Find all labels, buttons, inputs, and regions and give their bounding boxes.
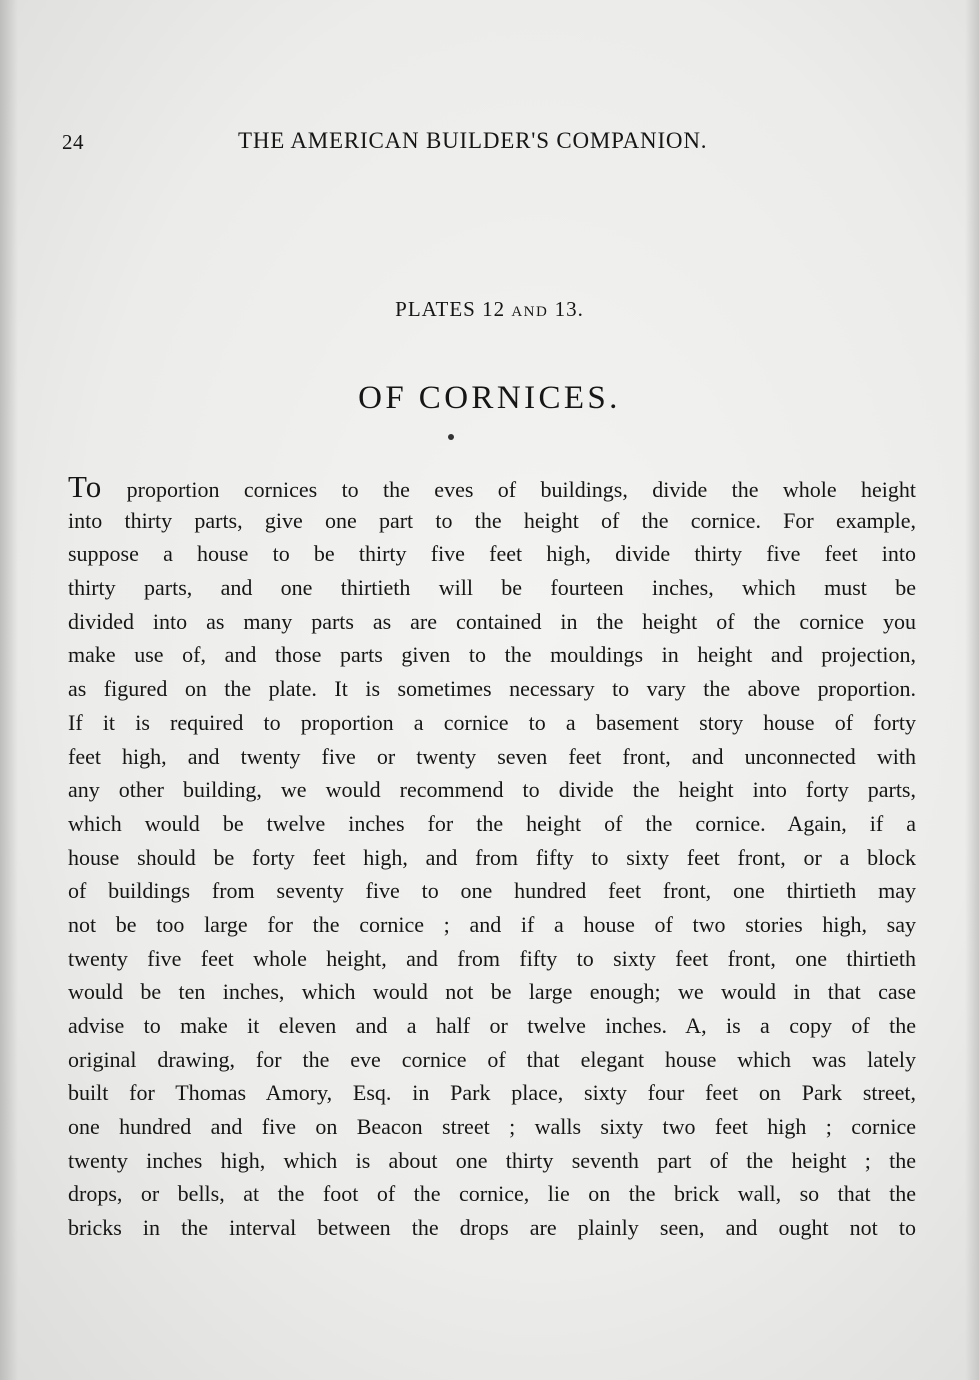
running-title: THE AMERICAN BUILDER'S COMPANION. — [238, 128, 708, 153]
body-line: original drawing, for the eve cornice of that elegant house which was lately — [68, 1046, 916, 1072]
body-line: twenty inches high, which is about one thirty seventh part of the height ; the — [68, 1147, 916, 1173]
body-line: feet high, and twenty five or twenty seven feet front, and unconnected with — [68, 743, 916, 769]
right-page-shadow — [965, 0, 979, 1380]
body-text — [68, 470, 916, 1245]
body-line: twenty five feet whole height, and from fifty to sixty feet front, one thirtieth — [68, 945, 916, 971]
body-line: into thirty parts, give one part to the height of the cornice. For example, — [68, 507, 916, 533]
body-line: drops, or bells, at the foot of the cornice, lie on the brick wall, so that the — [68, 1181, 916, 1207]
body-line: of buildings from seventy five to one hundred feet front, one thirtieth may — [68, 878, 916, 904]
body-line: any other building, we would recommend to divide the height into forty parts, — [68, 777, 916, 803]
body-line: bricks in the interval between the drops are plainly seen, and ought not to — [68, 1215, 916, 1241]
plates-heading-and: AND — [511, 304, 549, 320]
body-line: as figured on the plate. It is sometimes necessary to vary the above proportion. — [68, 676, 916, 702]
first-line-text: proportion cornices to the eves of buildings, divide the whole height — [102, 477, 916, 502]
body-line: divided into as many parts as are contained in the height of the cornice you — [68, 608, 916, 634]
body-line: make use of, and those parts given to the mouldings in height and projection, — [68, 642, 916, 668]
body-line: not be too large for the cornice ; and if a house of two stories high, say — [68, 911, 916, 937]
running-head — [60, 128, 920, 160]
plates-heading — [0, 297, 979, 322]
body-line: advise to make it eleven and a half or twelve inches. A, is a copy of the — [68, 1013, 916, 1038]
page-number: 24 — [62, 130, 84, 154]
drop-cap: To — [68, 470, 103, 504]
plates-heading-suffix: 13. — [548, 297, 584, 321]
body-line: If it is required to proportion a cornice to a basement story house of forty — [68, 709, 916, 735]
body-line: thirty parts, and one thirtieth will be fourteen inches, which must be — [68, 575, 916, 601]
body-line: built for Thomas Amory, Esq. in Park place, sixty four feet on Park street, — [68, 1080, 916, 1106]
body-line: would be ten inches, which would not be large enough; we would in that case — [68, 979, 916, 1005]
section-heading: OF CORNICES. — [358, 380, 621, 416]
body-line — [68, 470, 916, 504]
ink-dot — [448, 434, 454, 440]
left-page-shadow — [0, 0, 18, 1380]
body-line: house should be forty feet high, and from fifty to sixty feet front, or a block — [68, 844, 916, 870]
plates-heading-prefix: PLATES 12 — [395, 297, 512, 321]
body-line: suppose a house to be thirty five feet high, divide thirty five feet into — [68, 541, 916, 567]
body-line: one hundred and five on Beacon street ; walls sixty two feet high ; cornice — [68, 1114, 916, 1140]
body-line: which would be twelve inches for the height of the cornice. Again, if a — [68, 810, 916, 836]
